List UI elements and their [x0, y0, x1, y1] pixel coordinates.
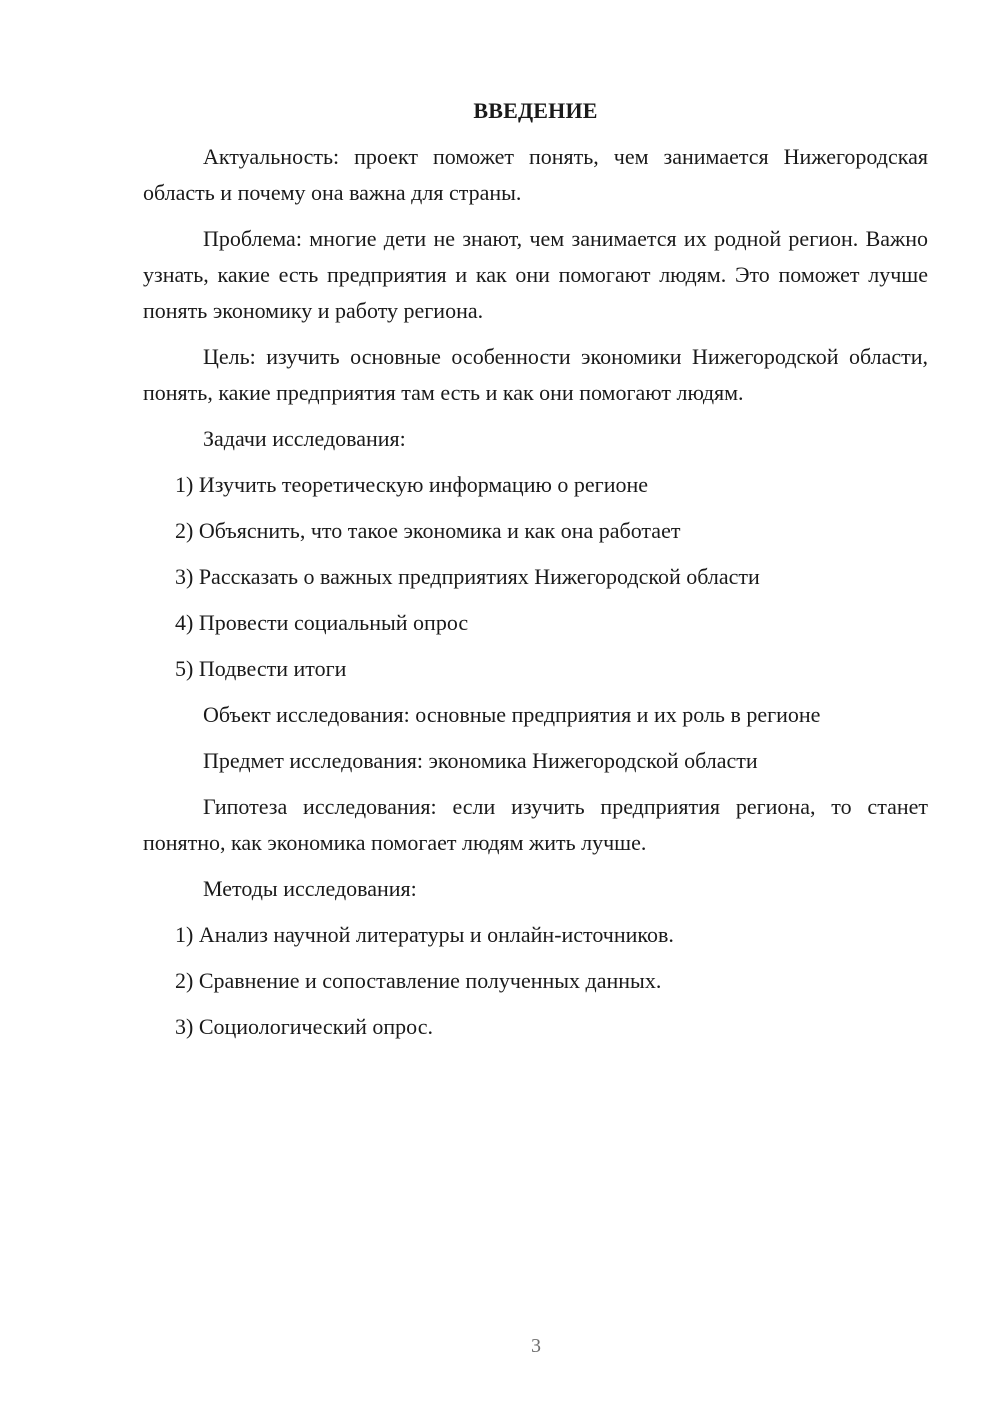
tasks-list [143, 467, 928, 687]
page-content [143, 96, 928, 1055]
section-heading: ВВЕДЕНИЕ [473, 98, 598, 123]
problem-paragraph: Проблема: многие дети не знают, чем занимается их родной регион. Важно узнать, какие есть предприятия и как они помогают людям. Это поможет лучше понять экономику и работу региона. [143, 226, 928, 323]
goal-paragraph: Цель: изучить основные особенности экономики Нижегородской области, понять, какие предприятия там есть и как они помогают людям. [143, 344, 928, 405]
task-item: 2) Объяснить, что такое экономика и как она работает [175, 518, 681, 543]
object-line: Объект исследования: основные предприятия и их роль в регионе [203, 702, 821, 727]
method-item: 2) Сравнение и сопоставление полученных данных. [175, 968, 662, 993]
page-number: 3 [531, 1335, 541, 1357]
actuality-paragraph: Актуальность: проект поможет понять, чем занимается Нижегородская область и почему она важна для страны. [143, 144, 928, 205]
task-item: 4) Провести социальный опрос [175, 610, 469, 635]
methods-list [143, 917, 928, 1045]
methods-heading: Методы исследования: [203, 876, 417, 901]
subject-line: Предмет исследования: экономика Нижегородской области [203, 748, 758, 773]
task-item: 1) Изучить теоретическую информацию о регионе [175, 472, 648, 497]
method-item: 1) Анализ научной литературы и онлайн-источников. [175, 922, 674, 947]
tasks-heading: Задачи исследования: [203, 426, 406, 451]
hypothesis-paragraph: Гипотеза исследования: если изучить предприятия региона, то станет понятно, как экономика помогает людям жить лучше. [143, 794, 928, 855]
task-item: 5) Подвести итоги [175, 656, 347, 681]
method-item: 3) Социологический опрос. [175, 1014, 433, 1039]
task-item: 3) Рассказать о важных предприятиях Нижегородской области [175, 564, 760, 589]
